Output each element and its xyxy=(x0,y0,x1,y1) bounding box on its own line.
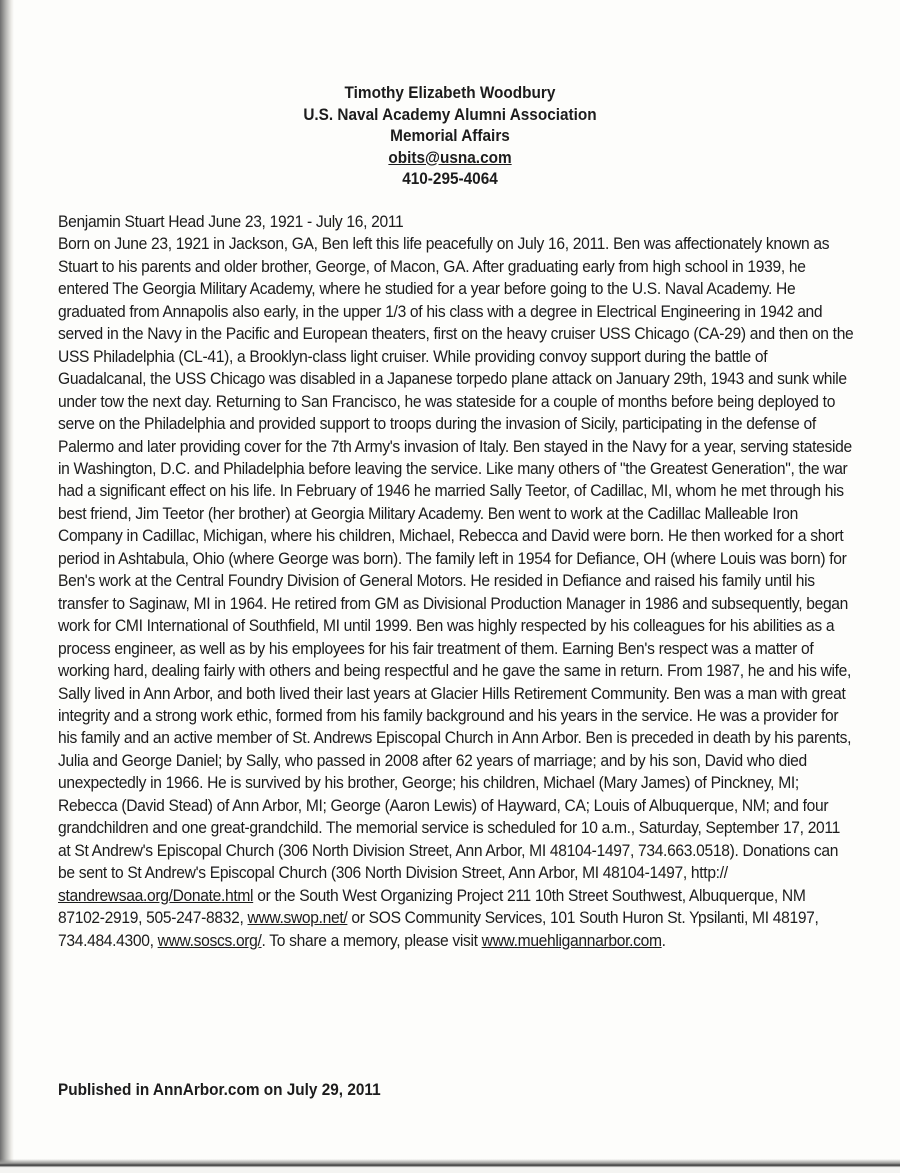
soscs-link[interactable]: www.soscs.org/ xyxy=(157,930,262,950)
standrews-donate-link[interactable]: standrewsaa.org/Donate.html xyxy=(58,885,254,905)
obituary-text-after-swop: or SOS Community Services, 101 South Huron St. Ypsilanti, MI 48197, 734.484.4300, xyxy=(58,908,819,950)
contact-phone: 410-295-4064 xyxy=(402,170,498,188)
department-name: Memorial Affairs xyxy=(390,127,510,145)
obituary-text-after-soscs: . To share a memory, please visit xyxy=(261,930,478,950)
swop-link[interactable]: www.swop.net/ xyxy=(247,908,348,928)
obituary-title-line: Benjamin Stuart Head June 23, 1921 - July 16, 2011 xyxy=(58,212,404,231)
contact-name: Timothy Elizabeth Woodbury xyxy=(344,84,556,102)
scan-shadow-bottom xyxy=(0,1159,900,1173)
obituary-main-text: Born on June 23, 1921 in Jackson, GA, Ben left this life peacefully on July 16, 2011. Ben was affectionately known as Stuart to his parents and older brother, George, of Macon, GA. After graduating early from high school in 1939, he entered The Georgia Military Academy, where he studied for a year before going to the U.S. Naval Academy. He graduated from Annapolis also early, in the upper 1/3 of his class with a degree in Electrical Engineering in 1942 and served in the Navy in the Pacific and European theaters, first on the heavy cruiser USS Chicago (CA-29) and then on the USS Philadelphia (CL-41), a Brooklyn-class light cruiser. While providing convoy support during the battle of Guadalcanal, the USS Chicago was disabled in a Japanese torpedo plane attack on January 29th, 1943 and sunk while under tow the next day. Returning to San Francisco, he was stateside for a couple of months before being deployed to serve on the Philadelphia and provided support to troops during the invasion of Sicily, participating in the defense of Palermo and later providing cover for the 7th Army's invasion of Italy. Ben stayed in the Navy for a year, serving stateside in Washington, D.C. and Philadelphia before leaving the service. Like many others of "the Greatest Generation", the war had a significant effect on his life. In February of 1946 he married Sally Teetor, of Cadillac, MI, whom he met through his best friend, Jim Teetor (her brother) at Georgia Military Academy. Ben went to work at the Cadillac Malleable Iron Company in Cadillac, Michigan, where his children, Michael, Rebecca and David were born. He then worked for a short period in Ashtabula, Ohio (where George was born). The family left in 1954 for Defiance, OH (where Louis was born) for Ben's work at the Central Foundry Division of General Motors. He resided in Defiance and raised his family until his transfer to Saginaw, MI in 1964. He retired from GM as Divisional Production Manager in 1986 and subsequently, began work for CMI International of Southfield, MI until 1999. Ben was highly respected by his colleagues for his abilities as a process engineer, as well as by his employees for his fair treatment of them. Earning Ben's respect was a matter of working hard, dealing fairly with others and being respectful and he gave the same in return. From 1987, he and his wife, Sally lived in Ann Arbor, and both lived their last years at Glacier Hills Retirement Community. Ben was a man with great integrity and a strong work ethic, formed from his family background and his years in the service. He was a provider for his family and an active member of St. Andrews Episcopal Church in Ann Arbor. Ben is preceded in death by his parents, Julia and George Daniel; by Sally, who passed in 2008 after 62 years of marriage; and by his son, David who died unexpectedly in 1966. He is survived by his brother, George; his children, Michael (Mary James) of Pinckney, MI; Rebecca (David Stead) of Ann Arbor, MI; George (Aaron Lewis) of Hayward, CA; Louis of Albuquerque, NM; and four grandchildren and one great-grandchild. The memorial service is scheduled for 10 a.m., Saturday, September 17, 2011 at St Andrew's Episcopal Church (306 North Division Street, Ann Arbor, MI 48104-1497, 734.663.0518). Donations can be sent to St Andrew's Episcopal Church (306 North Division Street, Ann Arbor, MI 48104-1497, http:// xyxy=(58,234,854,883)
organization-name: U.S. Naval Academy Alumni Association xyxy=(303,105,597,124)
obituary-paragraph xyxy=(58,233,855,952)
letterhead xyxy=(32,83,869,191)
published-line: Published in AnnArbor.com on July 29, 2011 xyxy=(58,1081,381,1099)
muehlig-link[interactable]: www.muehligannarbor.com xyxy=(481,930,662,950)
obituary-text-end: . xyxy=(661,930,666,950)
obituary-body xyxy=(58,211,855,952)
scan-shadow-left xyxy=(0,0,14,1173)
contact-email-link[interactable]: obits@usna.com xyxy=(388,148,512,167)
obituary-text-after-standrews: or the South West Organizing Project 211 10th Street Southwest, Albuquerque, NM 87102-2919, 505-247-8832, xyxy=(58,885,806,928)
